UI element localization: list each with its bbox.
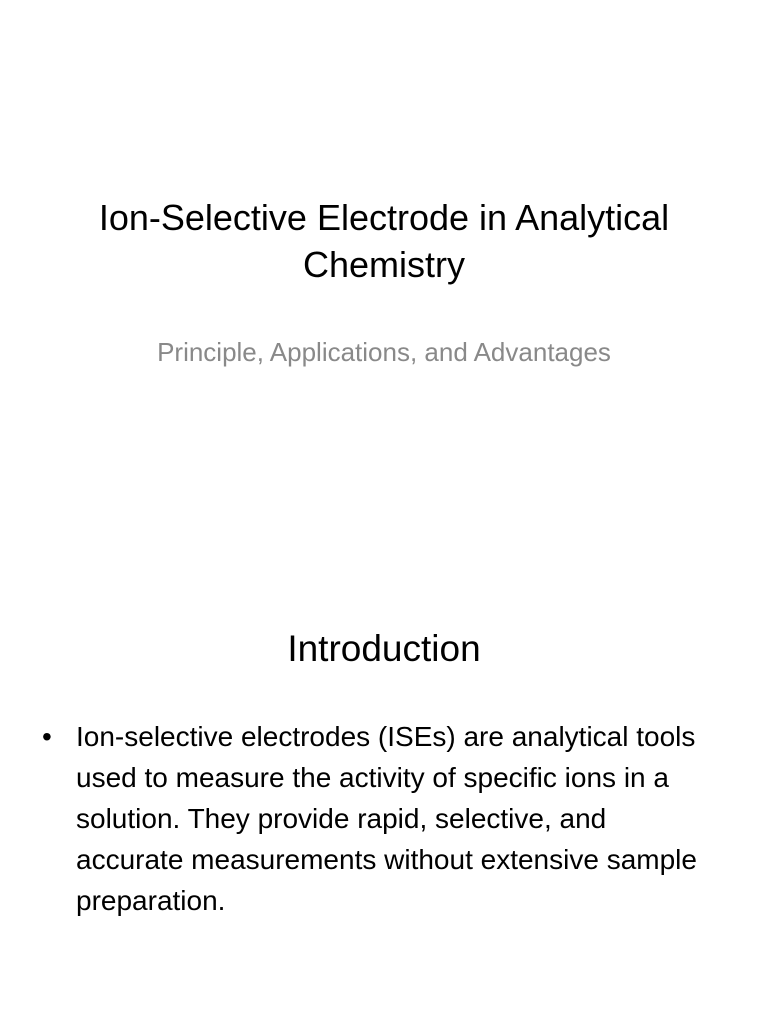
bullet-text: Ion-selective electrodes (ISEs) are analytical tools used to measure the activity of specific ions in a solution. They provide rapid, selective, and accurate measurements without extensive sample preparation. [76, 721, 697, 916]
slide-subtitle: Principle, Applications, and Advantages [157, 337, 611, 367]
bullet-icon: • [42, 721, 52, 752]
slide-heading: Introduction [287, 628, 481, 669]
slide-title: Ion-Selective Electrode in Analytical Chemistry [98, 197, 670, 285]
introduction-slide [0, 512, 768, 1024]
bullet-list [40, 716, 720, 921]
bullet-item [40, 716, 720, 921]
